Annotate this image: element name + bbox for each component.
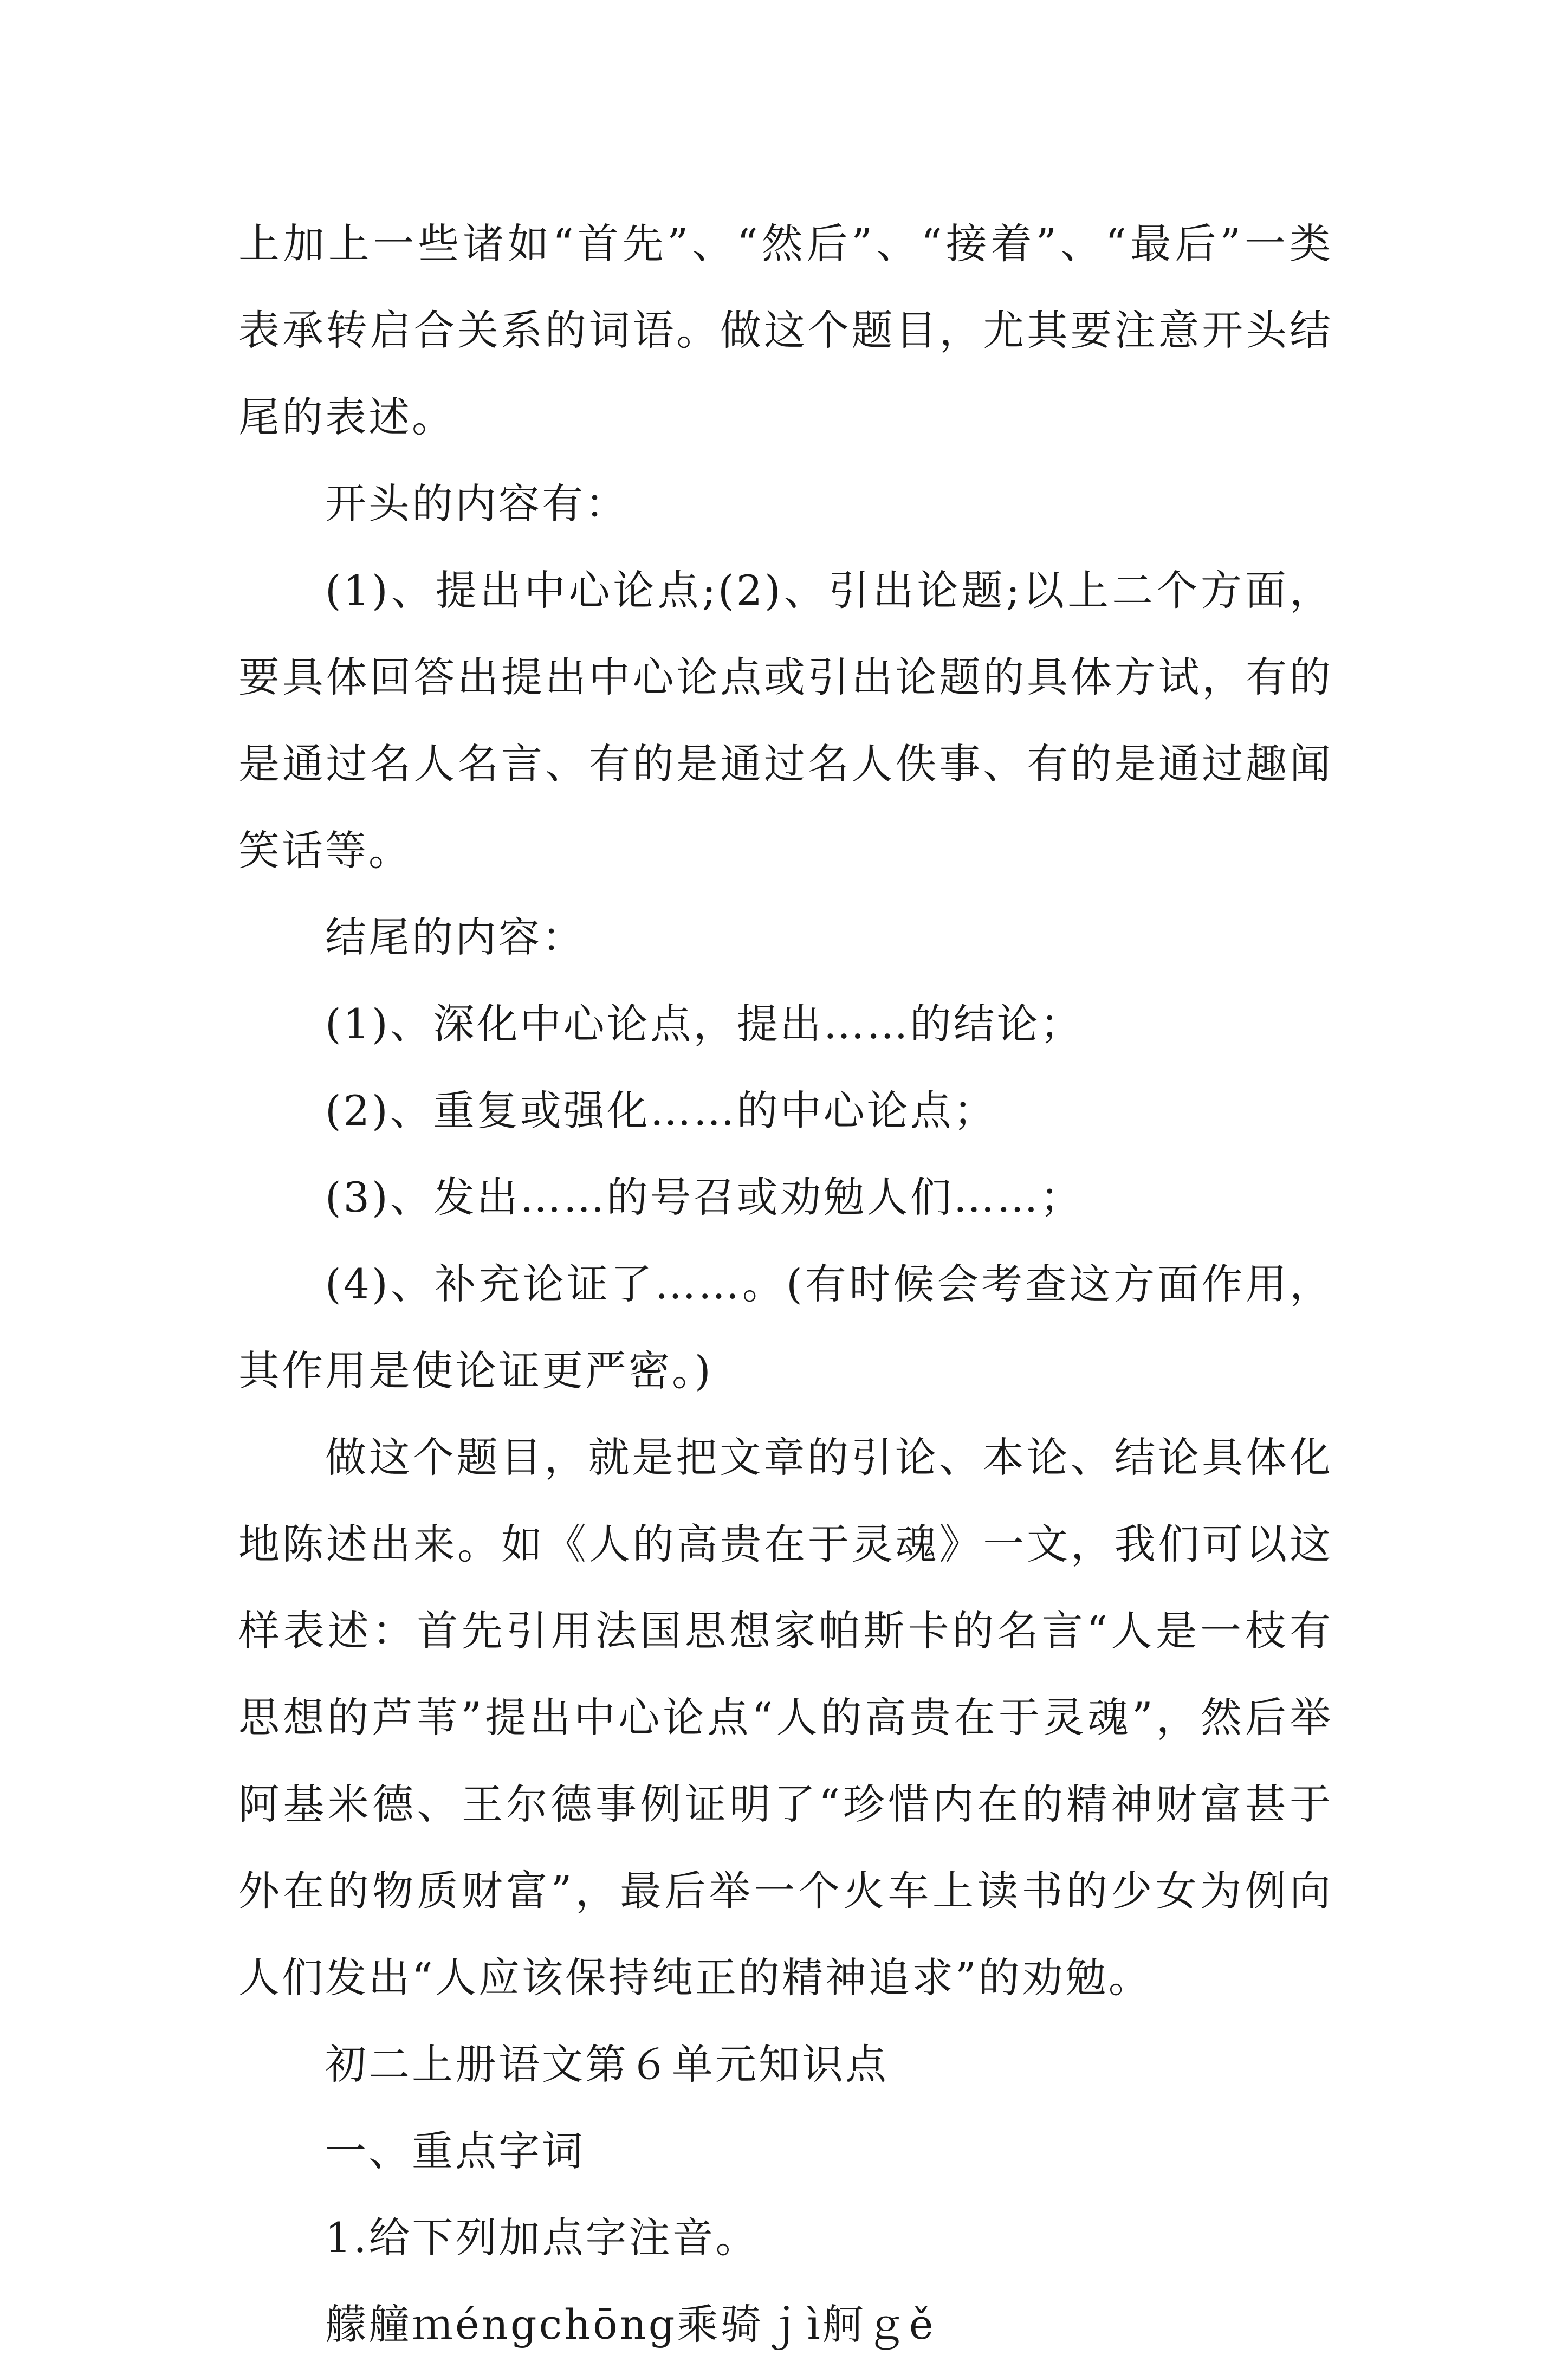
paragraph-ending-item-1: (1)、深化中心论点，提出……的结论； [325, 1000, 1084, 1048]
paragraph-opening-content: (1)、提出中心论点;(2)、引出论题;以上二个方面，要具体回答出提出中心论点或引出论题的具体方试，有的是通过名人名言、有的是通过名人佚事、有的是通过趣闻笑话等。 [238, 566, 1333, 875]
exercise-prompt: 1.给下列加点字注音。 [325, 2214, 759, 2262]
paragraph-ending-item-2: (2)、重复或强化……的中心论点； [325, 1086, 997, 1135]
paragraph-intro-continuation: 上加上一些诸如“首先”、“然后”、“接着”、“最后”一类表承转启合关系的词语。做这个题目，尤其要注意开头结尾的表述。 [238, 219, 1333, 441]
subsection-heading: 一、重点字词 [325, 2127, 585, 2175]
paragraph-ending-heading: 结尾的内容： [325, 913, 585, 961]
document-body [238, 200, 1333, 2368]
paragraph-ending-item-3: (3)、发出……的号召或劝勉人们……； [325, 1173, 1084, 1221]
paragraph-example: 做这个题目，就是把文章的引论、本论、结论具体化地陈述出来。如《人的高贵在于灵魂》一文，我们可以这样表述：首先引用法国思想家帕斯卡的名言“人是一枝有思想的芦苇”提出中心论点“人的高贵在于灵魂”，然后举阿基米德、王尔德事例证明了“珍惜内在的精神财富甚于外在的物质财富”，最后举一个火车上读书的少女为例向人们发出“人应该保持纯正的精神追求”的劝勉。 [238, 1433, 1333, 2002]
section-title: 初二上册语文第６单元知识点 [325, 2040, 889, 2088]
exercise-pinyin-line: 艨艟ｍéngchōng乘骑ｊì舸ｇě [325, 2300, 936, 2348]
paragraph-opening-heading: 开头的内容有： [325, 480, 629, 528]
paragraph-ending-item-4: (4)、补充论证了……。(有时候会考查这方面作用，其作用是使论证更严密。) [238, 1260, 1333, 1395]
